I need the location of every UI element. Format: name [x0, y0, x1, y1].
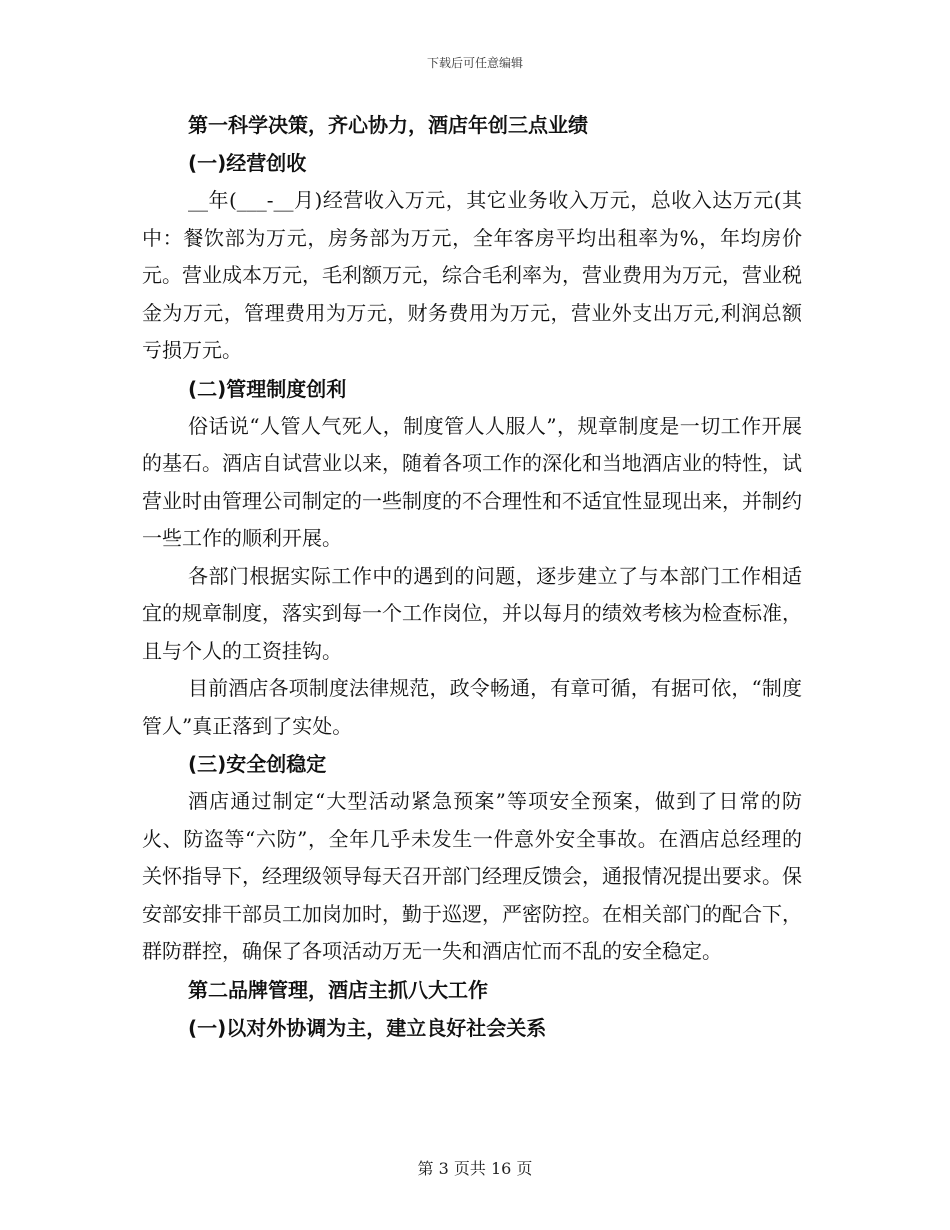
paragraph-revenue: __年(___-__月)经营收入万元，其它业务收入万元，总收入达万元(其中：餐饮部为万元，房务部为万元，全年客房平均出租率为%，年均房价元。营业成本万元，毛利额万元，综合毛利率为，营业费用为万元，营业税金为万元，管理费用为万元，财务费用为万元，营业外支出万元,利润总额亏损万元。: [142, 188, 802, 362]
paragraph-rules-2: 各部门根据实际工作中的遇到的问题，逐步建立了与本部门工作相适宜的规章制度，落实到每一个工作岗位，并以每月的绩效考核为检查标准，且与个人的工资挂钩。: [142, 563, 802, 663]
subsection-heading-3: (三)安全创稳定: [188, 752, 327, 776]
subsection-heading-1: (一)经营创收: [188, 151, 307, 175]
section-heading-1: 第一科学决策，齐心协力，酒店年创三点业绩: [188, 113, 588, 137]
paragraph-rules-3: 目前酒店各项制度法律规范，政令畅通，有章可循，有据可依，“制度管人”真正落到了实处。: [142, 676, 802, 738]
paragraph-rules-1: 俗话说“人管人气死人，制度管人人服人”，规章制度是一切工作开展的基石。酒店自试营业以来，随着各项工作的深化和当地酒店业的特性，试营业时由管理公司制定的一些制度的不合理性和不适宜性显现出来，并制约一些工作的顺利开展。: [142, 413, 802, 550]
section-heading-2: 第二品牌管理，酒店主抓八大工作: [188, 977, 488, 1002]
paragraph-safety: 酒店通过制定“大型活动紧急预案”等项安全预案，做到了日常的防火、防盗等“六防”，全年几乎未发生一件意外安全事故。在酒店总经理的关怀指导下，经理级领导每天召开部门经理反馈会，通报情况提出要求。保安部安排干部员工加岗加时，勤于巡逻，严密防控。在相关部门的配合下，群防群控，确保了各项活动万无一失和酒店忙而不乱的安全稳定。: [142, 789, 802, 963]
subsection-heading-2: (二)管理制度创利: [188, 376, 347, 401]
document-body: [142, 106, 802, 1047]
page-header: 下载后可任意编辑: [426, 56, 523, 70]
page-footer: 第 3 页共 16 页: [417, 1159, 533, 1178]
subsection-heading-4: (一)以对外协调为主，建立良好社会关系: [188, 1015, 547, 1040]
